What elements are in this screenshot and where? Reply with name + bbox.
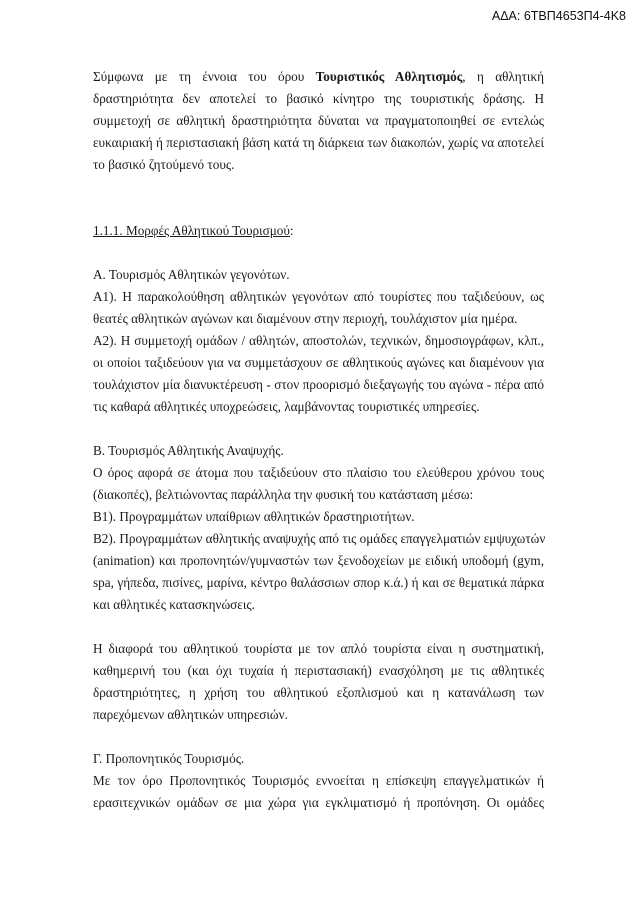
paragraph-line: Με τον όρο Προπονητικός Τουρισμός εννοείται η επίσκεψη επαγγελματικών ή <box>93 773 544 788</box>
paragraph-line: παρεχόμενων αθλητικών υπηρεσιών. <box>93 707 288 722</box>
paragraph-line: θεατές αθλητικών αγώνων και διαμένουν στην περιοχή, τουλάχιστον μία ημέρα. <box>93 311 518 326</box>
ada-code: ΑΔΑ: 6ΤΒΠ4653Π4-4Κ8 <box>491 9 626 23</box>
paragraph-line: Ο όρος αφορά σε άτομα που ταξιδεύουν στο πλαίσιο του ελεύθερου χρόνου τους <box>93 465 544 480</box>
paragraph-line: (διακοπές), βελτιώνοντας παράλληλα την φυσική του κατάσταση μέσω: <box>93 487 474 502</box>
paragraph-line: τουλάχιστον μία διανυκτέρευση - στον προορισμό διεξαγωγής του αγώνα - πέρα από <box>93 377 544 392</box>
paragraph-line: spa, γήπεδα, πισίνες, μαρίνα, κέντρο θαλάσσιων σπορ κ.ά.) ή και σε θεματικά πάρκα <box>93 575 544 590</box>
intro-line: δραστηριότητα δεν αποτελεί το βασικό κίνητρο της τουριστικής δράσης. Η <box>93 91 544 106</box>
paragraph-line: Α1). Η παρακολούθηση αθλητικών γεγονότων από τουρίστες που ταξιδεύουν, ως <box>93 289 544 304</box>
paragraph-line: οι οποίοι ταξιδεύουν για να συμμετάσχουν σε αθλητικούς αγώνες και διαμένουν για <box>93 355 544 370</box>
paragraph-line: Α2). Η συμμετοχή ομάδων / αθλητών, αποστολών, τεχνικών, δημοσιογράφων, κλπ., <box>93 333 544 348</box>
paragraph-line: (animation) και προπονητών/γυμναστών των ξενοδοχείων με ειδική υποδομή (gym, <box>93 553 544 568</box>
paragraph-line: τις καθαρά αθλητικές υποχρεώσεις, λαμβάνοντας τουριστικές υπηρεσίες. <box>93 399 480 414</box>
subsection-title-b: Β. Τουρισμός Αθλητικής Αναψυχής. <box>93 443 284 458</box>
document-body <box>93 66 544 814</box>
intro-line: ευκαιριακή ή περιστασιακή βάση κατά τη διάρκεια των διακοπών, χωρίς να αποτελεί <box>93 135 544 150</box>
section-heading: 1.1.1. Μορφές Αθλητικού Τουρισμού: <box>93 223 294 238</box>
intro-line: το βασικό ζητούμενό τους. <box>93 157 235 172</box>
paragraph-line: Η διαφορά του αθλητικού τουρίστα με τον απλό τουρίστα είναι η συστηματική, <box>93 641 544 656</box>
subsection-title-a: Α. Τουρισμός Αθλητικών γεγονότων. <box>93 267 290 282</box>
intro-line: συμμετοχή σε αθλητική δραστηριότητα δύναται να πραγματοποιηθεί σε εντελώς <box>93 113 544 128</box>
paragraph-line: Β2). Προγραμμάτων αθλητικής αναψυχής από τις ομάδες επαγγελματιών εμψυχωτών <box>93 531 546 546</box>
paragraph-line: και αθλητικές κατασκηνώσεις. <box>93 597 255 612</box>
term-bold: Τουριστικός Αθλητισμός <box>315 69 463 84</box>
paragraph-line: δραστηριότητες, η χρήση του αθλητικού εξοπλισμού και η κατανάλωση των <box>93 685 544 700</box>
subsection-title-c: Γ. Προπονητικός Τουρισμός. <box>93 751 245 766</box>
paragraph-line: Β1). Προγραμμάτων υπαίθριων αθλητικών δραστηριοτήτων. <box>93 509 415 524</box>
intro-line: Σύμφωνα με τη έννοια του όρου Τουριστικός Αθλητισμός, η αθλητική <box>93 69 544 84</box>
paragraph-line: καθημερινή του (και όχι τυχαία ή περιστασιακή) ενασχόληση με τις αθλητικές <box>93 663 544 678</box>
paragraph-line: ερασιτεχνικών ομάδων σε μια χώρα για εγκλιματισμό ή προπόνηση. Οι ομάδες <box>93 795 544 810</box>
